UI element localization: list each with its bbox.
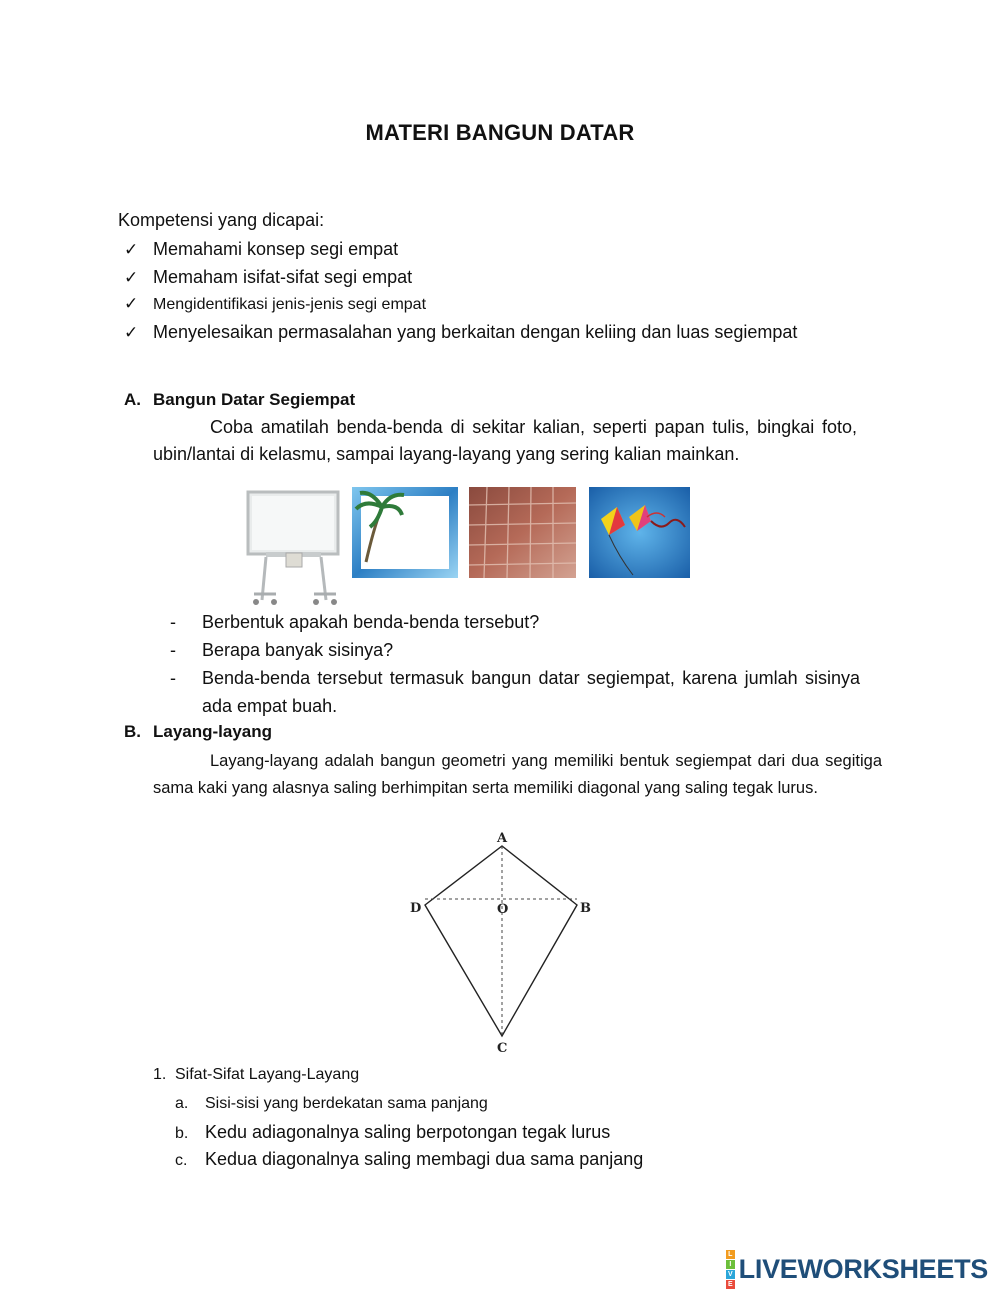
kite-diagram (405, 828, 605, 1056)
list-item: ✓ Mengidentifikasi jenis-jenis segi empat (124, 292, 797, 320)
question-list (170, 608, 860, 720)
liveworksheets-logo (726, 1250, 988, 1288)
vertex-label-d: D (410, 901, 422, 916)
example-photos (246, 485, 696, 610)
properties-list (175, 1092, 643, 1175)
kite-photo-image (589, 487, 690, 578)
kite-outline (425, 846, 577, 1036)
logo-text: LIVEWORKSHEETS (738, 1253, 988, 1284)
floor-tiles-image (469, 487, 576, 578)
dash-bullet: - (170, 640, 176, 660)
subsection-heading: 1. Sifat-Sifat Layang-Layang (153, 1066, 360, 1083)
dash-bullet: - (170, 668, 176, 688)
checkmark-icon: ✓ (124, 267, 139, 287)
list-item: c. Kedua diagonalnya saling membagi dua sama panjang (175, 1149, 644, 1169)
vertex-label-c: C (497, 1041, 508, 1056)
checkmark-icon: ✓ (124, 240, 139, 259)
list-item: ✓ Menyelesaikan permasalahan yang berkaitan dengan keliing dan luas segiempat (124, 320, 797, 348)
whiteboard-image (246, 490, 341, 608)
vertex-label-a: A (497, 831, 508, 846)
center-label-o: O (497, 902, 509, 917)
competence-list (124, 237, 797, 347)
section-a-heading: A. Bangun Datar Segiempat (124, 390, 356, 409)
photo-frame-image (352, 487, 458, 578)
list-item: a. Sisi-sisi yang berdekatan sama panjang (175, 1095, 488, 1112)
list-item: - Berapa banyak sisinya? (170, 636, 860, 664)
competence-heading: Kompetensi yang dicapai: (118, 210, 325, 230)
section-b-heading: B. Layang-layang (124, 722, 273, 741)
logo-mark-icon: L I V E (726, 1249, 735, 1289)
vertex-label-b: B (580, 901, 591, 916)
dash-bullet: - (170, 612, 176, 632)
checkmark-icon: ✓ (124, 322, 139, 342)
section-b-paragraph: Layang-layang adalah bangun geometri yang memiliki bentuk segiempat dari dua segitiga sama kaki yang alasnya saling berhimpitan serta memiliki diagonal yang saling tegak lurus. (153, 752, 882, 797)
section-a-paragraph: Coba amatilah benda-benda di sekitar kalian, seperti papan tulis, bingkai foto, ubin/lantai di kelasmu, sampai layang-layang yang sering kalian mainkan. (153, 417, 857, 464)
page-title: MATERI BANGUN DATAR (365, 120, 635, 145)
checkmark-icon: ✓ (124, 294, 139, 313)
list-item: ✓ Memahami konsep segi empat (124, 237, 797, 265)
list-item: b. Kedu adiagonalnya saling berpotongan tegak lurus (175, 1121, 611, 1142)
list-item: ✓ Memaham isifat-sifat segi empat (124, 265, 797, 293)
list-item: - Benda-benda tersebut termasuk bangun datar segiempat, karena jumlah sisinya ada empat buah. (170, 664, 860, 720)
list-item: - Berbentuk apakah benda-benda tersebut? (170, 608, 860, 636)
